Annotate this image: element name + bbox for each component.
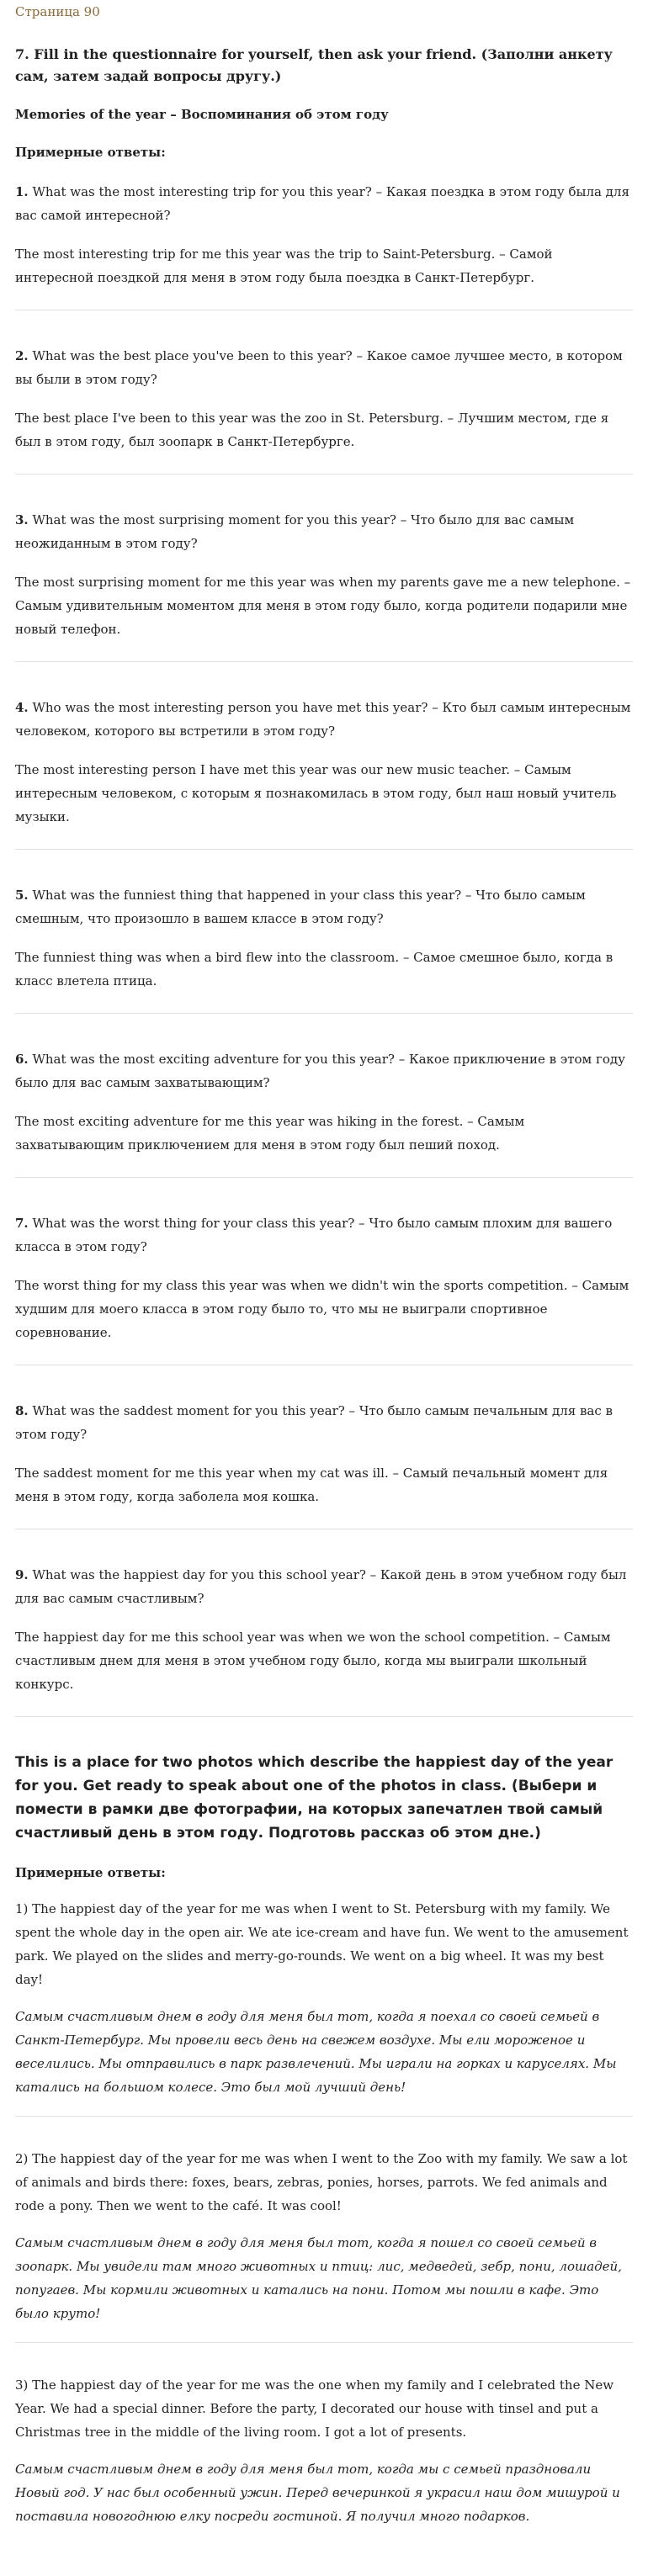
question-text [15, 883, 633, 930]
question-body: What was the happiest day for you this school year? – Какой день в этом учебном году был для вас самым счастливым? [15, 1567, 627, 1606]
answer-text: The funniest thing was when a bird flew into the classroom. – Самое смешное было, когда в класс влетела птица. [15, 950, 613, 989]
story-english: 2) The happiest day of the year for me was when I went to the Zoo with my family. We saw a lot of animals and birds there: foxes, bears, zebras, ponies, horses, parrots. We fed animals and rode a pony. Then we went to the café. It was cool! [15, 2151, 628, 2213]
question-text [15, 180, 633, 227]
answer-text: The worst thing for my class this year was when we didn't win the sports competition. – Самым худшим для моего класса в этом году было то, что мы не выиграли спортивное соревнование. [15, 1278, 629, 1340]
question-number: 5. [15, 888, 29, 903]
answer-text: The saddest moment for me this year when my cat was ill. – Самый печальный момент для меня в этом году, когда заболела моя кошка. [15, 1466, 608, 1504]
question-block [15, 180, 633, 310]
story-block [15, 2373, 633, 2545]
question-number: 3. [15, 512, 29, 527]
page-label: Страница 90 [15, 4, 100, 19]
question-block [15, 1047, 633, 1178]
question-text [15, 1047, 633, 1095]
question-block [15, 1211, 633, 1365]
question-block [15, 696, 633, 850]
answer-text: The happiest day for me this school year was when we won the school competition. – Самым счастливым днем для меня в этом учебном году было, когда мы выиграли школьный конкурс. [15, 1630, 611, 1692]
question-block [15, 1399, 633, 1529]
story-english: 1) The happiest day of the year for me was when I went to St. Petersburg with my family. We spent the whole day in the open air. We ate ice-cream and have fun. We went to the amusement park. We played on the slides and merry-go-rounds. We went on a big wheel. It was my best day! [15, 1901, 629, 1987]
story-list [15, 1897, 633, 2545]
question-body: What was the most exciting adventure for you this year? – Какое приключение в этом году было для вас самым захватывающим? [15, 1052, 625, 1090]
question-number: 4. [15, 700, 29, 715]
sample-answers-heading: Примерные ответы: [15, 1865, 166, 1880]
question-block [15, 508, 633, 662]
question-body: What was the saddest moment for you this year? – Что было самым печальным для вас в этом году? [15, 1403, 613, 1442]
question-block [15, 883, 633, 1014]
answer-text: The best place I've been to this year was the zoo in St. Petersburg. – Лучшим местом, где я был в этом году, был зоопарк в Санкт-Петербурге. [15, 411, 609, 449]
question-body: What was the most surprising moment for you this year? – Что было для вас самым неожиданным в этом году? [15, 512, 575, 551]
answer-text: The most interesting person I have met this year was our new music teacher. – Самым интересным человеком, с которым я познакомилась в этом году, был наш новый учитель музыки. [15, 762, 617, 824]
question-body: What was the worst thing for your class this year? – Что было самым плохим для вашего класса в этом году? [15, 1216, 613, 1254]
question-number: 7. [15, 1216, 29, 1231]
question-text [15, 344, 633, 391]
question-text [15, 1563, 633, 1610]
story-block [15, 1897, 633, 2117]
question-text [15, 1211, 633, 1259]
question-list [15, 180, 633, 1717]
task-heading: 7. Fill in the questionnaire for yourself, then ask your friend. (Заполни анкету сам, затем задай вопросы другу.) [15, 46, 613, 84]
question-number: 6. [15, 1052, 29, 1067]
answer-text: The most exciting adventure for me this year was hiking in the forest. – Самым захватывающим приключением для меня в этом году был пеший поход. [15, 1114, 525, 1153]
story-russian: Самым счастливым днем в году для меня был тот, когда мы с семьей праздновали Новый год. У нас был особенный ужин. Перед вечеринкой я украсил наш дом мишурой и поставила новогоднюю елку посреди гостиной. Я получил много подарков. [15, 2462, 620, 2524]
question-body: What was the best place you've been to this year? – Какое самое лучшее место, в котором вы были в этом году? [15, 348, 623, 387]
story-block [15, 2147, 633, 2343]
question-block [15, 344, 633, 474]
question-number: 2. [15, 348, 29, 363]
question-number: 1. [15, 184, 29, 199]
question-number: 9. [15, 1567, 29, 1582]
answer-text: The most interesting trip for me this year was the trip to Saint-Petersburg. – Самой интересной поездкой для меня в этом году была поездка в Санкт-Петербург. [15, 246, 553, 285]
question-body: What was the funniest thing that happened in your class this year? – Что было самым смешным, что произошло в вашем классе в этом году? [15, 888, 586, 926]
question-block [15, 1563, 633, 1717]
question-text [15, 1399, 633, 1446]
photo-task-heading: This is a place for two photos which describe the happiest day of the year for you. Get ready to speak about one of the photos in class. (Выбери и помести в рамки две фотографии, на которых запечатлен твой самый счастливый день в этом году. Подготовь рассказ об этом дне.) [15, 1754, 613, 1842]
questionnaire-title: Memories of the year – Воспоминания об этом году [15, 107, 389, 122]
question-body: Who was the most interesting person you have met this year? – Кто был самым интересным человеком, которого вы встретили в этом году? [15, 700, 631, 739]
answer-text: The most surprising moment for me this year was when my parents gave me a new telephone. – Самым удивительным моментом для меня в этом году было, когда родители подарили мне новый телефон. [15, 575, 631, 637]
story-russian: Самым счастливым днем в году для меня был тот, когда я пошел со своей семьей в зоопарк. Мы увидели там много животных и птиц: лис, медведей, зебр, пони, лошадей, попугаев. Мы кормили животных и катались на пони. Потом мы пошли в кафе. Это было круто! [15, 2235, 622, 2321]
question-body: What was the most interesting trip for you this year? – Какая поездка в этом году была для вас самой интересной? [15, 184, 629, 223]
question-text [15, 696, 633, 743]
question-text [15, 508, 633, 555]
story-russian: Самым счастливым днем в году для меня был тот, когда я поехал со своей семьей в Санкт-Петербург. Мы провели весь день на свежем воздухе. Мы ели мороженое и веселились. Мы отправились в парк развлечений. Мы играли на горках и каруселях. Мы катались на большом колесе. Это был мой лучший день! [15, 2009, 617, 2095]
story-english: 3) The happiest day of the year for me was the one when my family and I celebrated the New Year. We had a special dinner. Before the party, I decorated our house with tinsel and put a Christmas tree in the middle of the living room. I got a lot of presents. [15, 2377, 614, 2440]
answers-heading: Примерные ответы: [15, 145, 166, 160]
question-number: 8. [15, 1403, 29, 1418]
